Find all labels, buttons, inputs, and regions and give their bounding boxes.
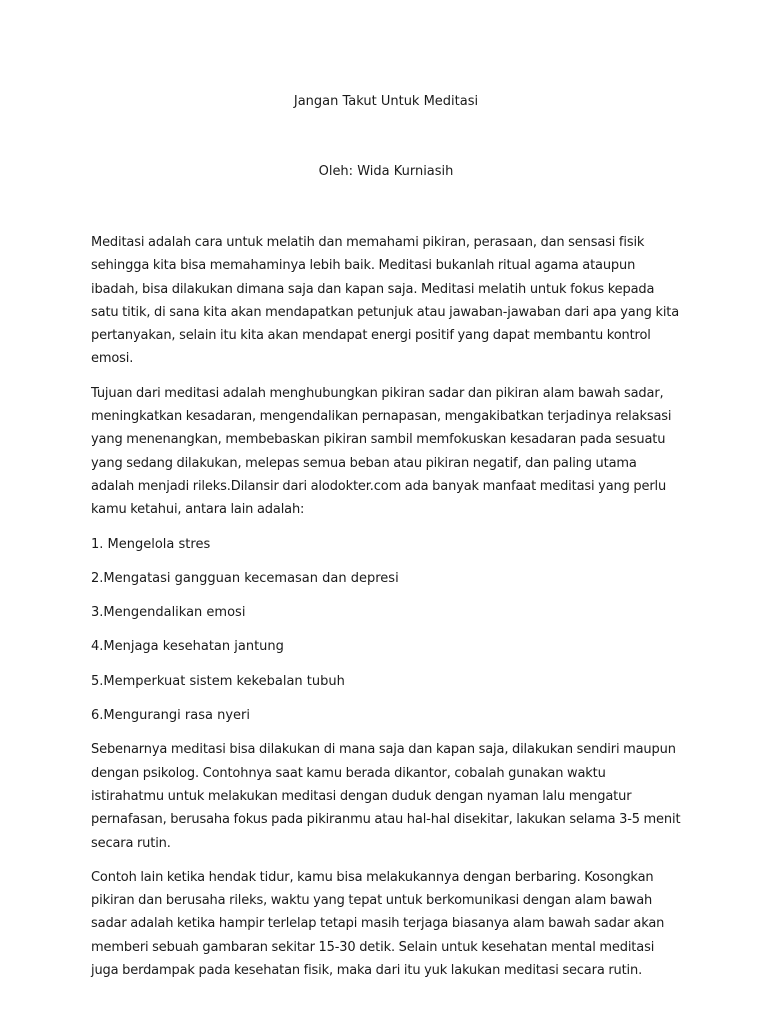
document-title: Jangan Takut Untuk Meditasi bbox=[293, 94, 479, 109]
paragraph-definition: Meditasi adalah cara untuk melatih dan memahami pikiran, perasaan, dan sensasi fisik sehingga kita bisa memahaminya lebih baik. Meditasi bukanlah ritual agama ataupun ibadah, bisa dilakukan dimana saja dan kapan saja. Meditasi melatih untuk fokus kepada satu titik, di sana kita akan mendapatkan petunjuk atau jawaban-jawaban dari apa yang kita pertanyakan, selain itu kita akan mendapat energi positif yang dapat membantu kontrol emosi. bbox=[91, 235, 680, 367]
document-body bbox=[91, 231, 681, 993]
paragraph-before-sleep: Contoh lain ketika hendak tidur, kamu bisa melakukannya dengan berbaring. Kosongkan pikiran dan berusaha rileks, waktu yang tepat untuk berkomunikasi dengan alam bawah sadar adalah ketika hampir terlelap tetapi masih terjaga biasanya alam bawah sadar akan memberi sebuah gambaran sekitar 15-30 detik. Selain untuk kesehatan mental meditasi juga berdampak pada kesehatan fisik, maka dari itu yuk lakukan meditasi secara rutin. bbox=[91, 869, 665, 979]
benefits-list bbox=[91, 533, 681, 728]
list-item: 6.Mengurangi rasa nyeri bbox=[91, 708, 250, 724]
document-page bbox=[91, 0, 681, 1024]
paragraph-where-when: Sebenarnya meditasi bisa dilakukan di mana saja dan kapan saja, dilakukan sendiri maupun dengan psikolog. Contohnya saat kamu berada dikantor, cobalah gunakan waktu istirahatmu untuk melakukan meditasi dengan duduk dengan nyaman lalu mengatur pernafasan, berusaha fokus pada pikiranmu atau hal-hal disekitar, lakukan selama 3-5 menit secara rutin. bbox=[91, 742, 681, 851]
list-item: 5.Memperkuat sistem kekebalan tubuh bbox=[91, 673, 345, 689]
list-item: 2.Mengatasi gangguan kecemasan dan depresi bbox=[91, 570, 399, 586]
list-item: 1. Mengelola stres bbox=[91, 536, 211, 552]
list-item: 3.Mengendalikan emosi bbox=[91, 605, 246, 621]
list-item: 4.Menjaga kesehatan jantung bbox=[91, 639, 284, 655]
document-author: Oleh: Wida Kurniasih bbox=[318, 164, 454, 179]
paragraph-purpose: Tujuan dari meditasi adalah menghubungkan pikiran sadar dan pikiran alam bawah sadar, meningkatkan kesadaran, mengendalikan pernapasan, mengakibatkan terjadinya relaksasi yang menenangkan, membebaskan pikiran sambil memfokuskan kesadaran pada sesuatu yang sedang dilakukan, melepas semua beban atau pikiran negatif, dan paling utama adalah menjadi rileks.Dilansir dari alodokter.com ada banyak manfaat meditasi yang perlu kamu ketahui, antara lain adalah: bbox=[91, 385, 672, 518]
